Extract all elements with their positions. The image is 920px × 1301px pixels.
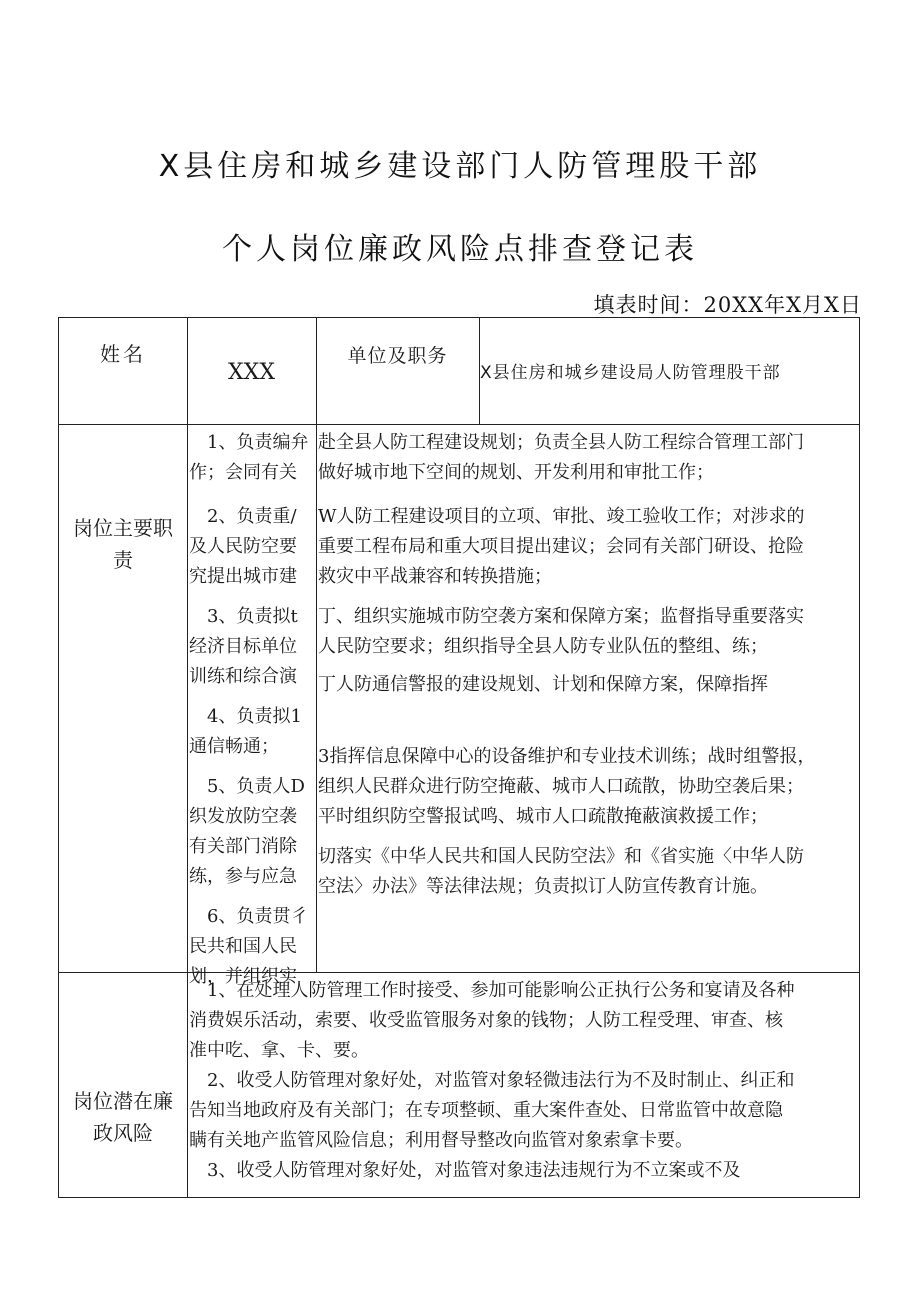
risk-label-line2: 政风险 [93,1121,153,1145]
duty-line: 5、负责人D [207,776,305,797]
risk-line: 消费娱乐活动，索要、收受监管服务对象的钱物；人防工程受理、审查、核 [189,1010,783,1031]
duty-line: 划，并组织实 [189,966,297,987]
document-title-line1: X县住房和城乡建设部门人防管理股干部 [158,149,762,184]
duty-line: 丁、组织实施城市防空袭方案和保障方案；监督指导重要落实 [318,606,804,627]
duty-line: 民共和国人民 [189,936,297,957]
duty-line: 空法〉办法》等法律法规；负责拟订人防宣传教育计施。 [318,876,768,897]
duties-right-column [318,428,859,902]
duty-line: 1、负责编弁 [207,432,309,453]
risk-label [59,1085,187,1149]
document-title-line2: 个人岗位廉政风险点排查登记表 [222,232,698,267]
duty-line: 做好城市地下空间的规划、开发利用和审批工作； [318,462,714,483]
name-label: 姓名 [100,342,146,366]
duties-label [59,512,187,576]
duty-line: 救灾中平战兼容和转换措施； [318,566,552,587]
duties-label-line2: 责 [113,548,133,572]
duty-line: 训练和综合演 [189,666,297,687]
duty-line: 3、负责拟t [207,606,298,627]
risk-content [189,976,859,1186]
fill-date: 填表时间：20XX年X月X日 [593,293,862,317]
duty-line: 2、负责重/ [207,506,297,527]
duty-line: 作；会同有关 [189,462,297,483]
duty-line: 织发放防空袭 [189,806,297,827]
duty-line: 切落实《中华人民共和国人民防空法》和《省实施〈中华人防 [318,846,804,867]
row-divider-duties [59,972,859,973]
risk-line: 瞒有关地产监管风险信息；利用督导整改向监管对象索拿卡要。 [189,1130,693,1151]
duty-line: 通信畅通； [189,736,279,757]
duty-line: 6、负责贯彳 [207,906,309,927]
col-divider-label [187,318,188,1197]
duty-line: 经济目标单位 [189,636,297,657]
duty-line: 丁人防通信警报的建设规划、计划和保障方案，保障指挥 [318,674,768,695]
col-divider-unit-label [316,318,317,424]
duty-line: 及人民防空要 [189,536,297,557]
registration-table [58,317,860,1198]
row-divider-header [59,424,859,425]
risk-line: 准中吃、拿、卡、要。 [189,1040,369,1061]
duty-line: 赴全县人防工程建设规划；负责全县人防工程综合管理工部门 [318,432,804,453]
risk-line: 1、在处理人防管理工作时接受、参加可能影响公正执行公务和宴请及各种 [207,980,795,1001]
duty-line: 练，参与应急 [189,866,297,887]
duties-left-column [189,428,316,992]
duties-label-line1: 岗位主要职 [73,516,173,540]
duty-line: 3指挥信息保障中心的设备维护和专业技术训练；战时组警报， [318,746,816,767]
duty-line: 重要工程布局和重大项目提出建议；会同有关部门研设、抢险 [318,536,804,557]
risk-line: 2、收受人防管理对象好处，对监管对象轻微违法行为不及时制止、纠正和 [207,1070,795,1091]
duty-line: 4、负责拟1 [207,706,302,727]
risk-line: 告知当地政府及有关部门；在专项整顿、重大案件查处、日常监管中故意隐 [189,1100,783,1121]
duty-line: 有关部门消除 [189,836,297,857]
unit-label: 单位及职务 [347,345,448,367]
unit-value: X县住房和城乡建设局人防管理股干部 [480,363,781,383]
duty-line: 组织人民群众进行防空掩蔽、城市人口疏散，协助空袭后果； [318,776,804,797]
col-divider-duties-split [316,424,317,972]
duty-line: 平时组织防空警报试鸣、城市人口疏散掩蔽演救援工作； [318,806,768,827]
name-value: XXX [228,360,275,385]
duty-line: 人民防空要求；组织指导全县人防专业队伍的整组、练； [318,636,768,657]
risk-line: 3、收受人防管理对象好处，对监管对象违法违规行为不立案或不及 [207,1160,741,1181]
duty-line: W人防工程建设项目的立项、审批、竣工验收工作；对涉求的 [318,506,805,527]
risk-label-line1: 岗位潜在廉 [73,1089,173,1113]
duty-line: 究提出城市建 [189,566,297,587]
